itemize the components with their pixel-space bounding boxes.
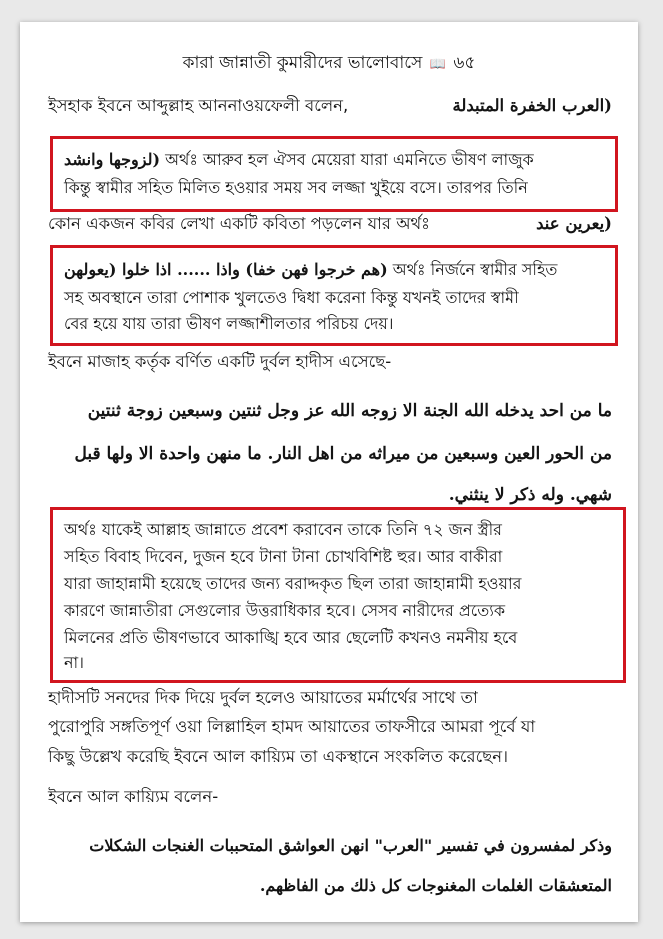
highlight-box-3	[50, 507, 626, 683]
page-number: ৬৫	[453, 53, 476, 73]
final-arabic-line-2: المتعشقات الغلمات المغنوجات كل ذلك من الفاظهم.	[259, 876, 612, 895]
box1-line2: কিন্তু স্বামীর সহিত মিলিত হওয়ার সময় সব লজ্জা খুইয়ে বসে। তারপর তিনি	[64, 178, 528, 197]
poem-intro-bangla: কোন একজন কবির লেখা একটি কবিতা পড়লেন যার অর্থঃ	[48, 214, 430, 233]
highlight-box-1	[50, 136, 618, 212]
poem-intro-arabic: (يعرين عند	[536, 214, 612, 233]
hadith-arabic-line-3: شهي. وله ذكر لا ينثني.	[448, 485, 612, 505]
box3-line-1: অর্থঃ যাকেই আল্লাহ জান্নাতে প্রবেশ করাবেন তাকে তিনি ৭২ জন স্ত্রীর	[64, 520, 502, 539]
box3-line-6: না।	[64, 653, 84, 672]
box3-line-2: সহিত বিবাহ দিবেন, দুজন হবে টানা টানা চোখবিশিষ্ট হুর। আর বাকীরা	[64, 547, 503, 566]
hadith-arabic-line-1: ما من احد يدخله الله الجنة الا زوجه الله عز وجل ثنتين وسبعين زوجة ثنتين	[87, 401, 612, 421]
intro-arabic: (العرب الخفرة المتبدلة	[452, 96, 612, 115]
box3-line-5: মিলনের প্রতি ভীষণভাবে আকাঙ্খি হবে আর ছেলেটি কখনও নমনীয় হবে	[64, 628, 518, 647]
hadith-intro: ইবনে মাজাহ কর্তৃক বর্ণিত একটি দুর্বল হাদীস এসেছে-	[48, 352, 392, 371]
final-arabic-line-1: وذكر لمفسرون في تفسير "العرب" انهن العواشق المتحببات الغنجات الشكلات	[89, 836, 612, 855]
page-header	[20, 52, 638, 76]
paragraph-line-2: পুরোপুরি সঙ্গতিপূর্ণ ওয়া লিল্লাহিল হামদ আয়াতের তাফসীরে আমরা পূর্বে যা	[48, 717, 536, 736]
box1-line1-bangla: অর্থঃ আরুব হল ঐসব মেয়েরা যারা এমনিতে ভীষণ লাজুক	[165, 150, 534, 169]
book-icon: 📖	[429, 57, 446, 72]
box2-line2: সহ অবস্থানে তারা পোশাক খুলতেও দ্বিধা করেনা কিন্তু যখনই তাদের স্বামী	[64, 288, 519, 307]
box3-line-3: যারা জাহান্নামী হয়েছে তাদের জন্য বরাদ্দকৃত ছিল তারা জাহান্নামী হওয়ার	[64, 574, 522, 593]
intro-line	[48, 94, 612, 118]
box1-line1-arabic: (لزوجها وانشد	[64, 150, 161, 169]
box2-line1-arabic: (هم خرجوا فهن خفا) واذا ...... اذا خلوا (يعولهن	[64, 260, 388, 279]
poem-intro-line	[48, 212, 612, 236]
box2-line3: বের হয়ে যায় তারা ভীষণ লজ্জাশীলতার পরিচয় দেয়।	[64, 314, 394, 333]
intro-bangla: ইসহাক ইবনে আব্দুল্লাহ আননাওয়ফেলী বলেন,	[48, 96, 349, 115]
hadith-arabic-line-2: من الحور العين وسبعين من ميراثه من اهل النار. ما منهن واحدة الا ولها قبل	[74, 444, 612, 464]
box3-line-4: কারণে জান্নাতীরা সেগুলোর উত্তরাধিকার হবে। সেসব নারীদের প্রত্যেক	[64, 601, 506, 620]
running-title: কারা জান্নাতী কুমারীদের ভালোবাসে	[182, 53, 423, 73]
box1-line1	[64, 146, 607, 173]
paragraph-line-3: কিছু উল্লেখ করেছি ইবনে আল কায়্যিম তা একস্থানে সংকলিত করেছেন।	[48, 747, 509, 766]
ibn-qayyim-intro: ইবনে আল কায়্যিম বলেন-	[48, 787, 219, 806]
box2-line1-bangla: অর্থঃ নির্জনে স্বামীর সহিত	[392, 260, 558, 279]
book-page	[20, 22, 638, 922]
box2-line1	[64, 256, 607, 283]
paragraph-line-1: হাদীসটি সনদের দিক দিয়ে দুর্বল হলেও আয়াতের মর্মার্থের সাথে তা	[48, 688, 478, 707]
highlight-box-2	[50, 245, 618, 346]
